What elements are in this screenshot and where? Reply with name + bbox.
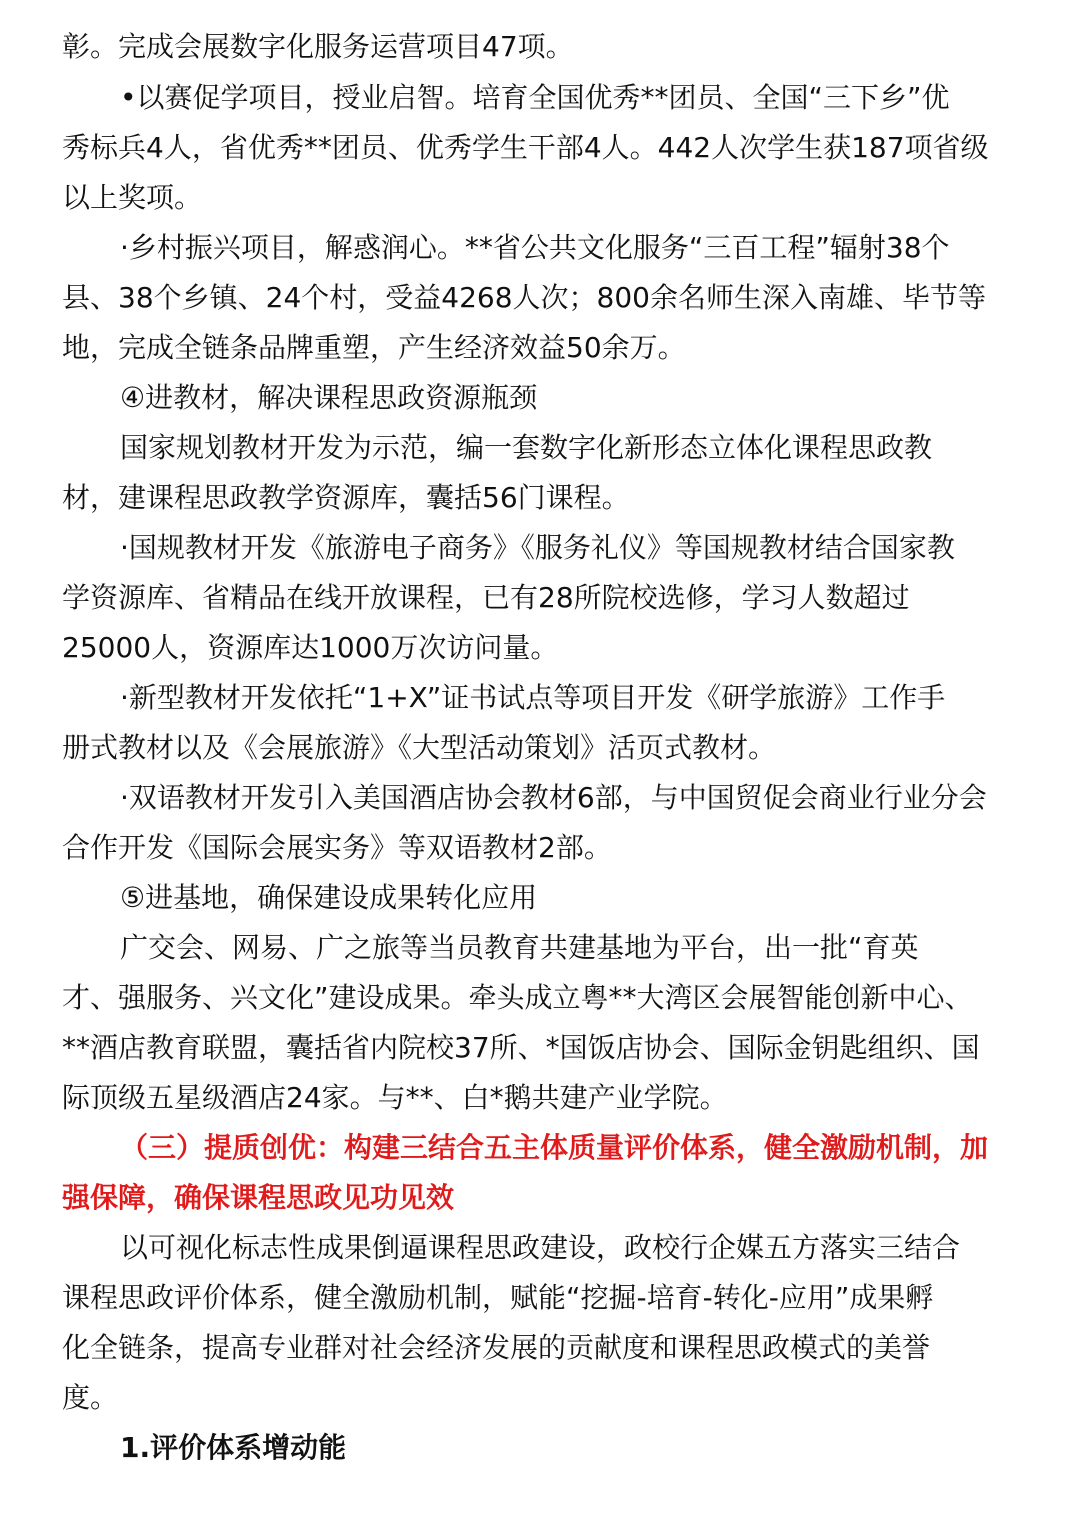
text-line: 秀标兵4人，省优秀**团员、优秀学生干部4人。442人次学生获187项省级 <box>62 131 989 164</box>
section-heading: ④进教材，解决课程思政资源瓶颈 <box>120 381 538 414</box>
text-line: 广交会、网易、广之旅等当员教育共建基地为平台，出一批“育英 <box>120 931 919 964</box>
text-line: 课程思政评价体系，健全激励机制，赋能“挖掘-培育-转化-应用”成果孵 <box>62 1281 934 1314</box>
subheading: 1.评价体系增动能 <box>120 1431 347 1464</box>
text-line: 以可视化标志性成果倒逼课程思政建设，政校行企媒五方落实三结合 <box>120 1231 961 1264</box>
text-line: 际顶级五星级酒店24家。与**、白*鹅共建产业学院。 <box>62 1081 728 1114</box>
text-line: ·乡村振兴项目，解惑润心。**省公共文化服务“三百工程”辐射38个 <box>120 231 950 264</box>
text-line: 合作开发《国际会展实务》等双语教材2部。 <box>62 831 612 864</box>
text-line: **酒店教育联盟，囊括省内院校37所、*国饭店协会、国际金钥匙组织、国 <box>62 1031 980 1064</box>
text-line: 地，完成全链条品牌重塑，产生经济效益50余万。 <box>62 331 686 364</box>
text-line: ·双语教材开发引入美国酒店协会教材6部，与中国贸促会商业行业分会 <box>120 781 987 814</box>
text-line: 县、38个乡镇、24个村，受益4268人次；800余名师生深入南雄、毕节等 <box>62 281 986 314</box>
text-line: 以上奖项。 <box>62 181 203 214</box>
red-heading: （三）提质创优：构建三结合五主体质量评价体系，健全激励机制，加 <box>120 1131 989 1164</box>
text-line: 才、强服务、兴文化”建设成果。牵头成立粤**大湾区会展智能创新中心、 <box>62 981 973 1014</box>
text-line: 学资源库、省精品在线开放课程，已有28所院校选修，学习人数超过 <box>62 581 910 614</box>
section-heading: ⑤进基地，确保建设成果转化应用 <box>120 881 538 914</box>
text-line: 国家规划教材开发为示范，编一套数字化新形态立体化课程思政教 <box>120 431 933 464</box>
text-line: •以赛促学项目，授业启智。培育全国优秀**团员、全国“三下乡”优 <box>120 81 950 114</box>
text-line: 度。 <box>62 1381 119 1414</box>
red-heading: 强保障，确保课程思政见功见效 <box>62 1181 455 1214</box>
text-line: 册式教材以及《会展旅游》《大型活动策划》活页式教材。 <box>62 731 777 764</box>
text-line: 材，建课程思政教学资源库，囊括56门课程。 <box>62 481 630 514</box>
text-line: 彰。完成会展数字化服务运营项目47项。 <box>62 30 574 63</box>
text-line: ·国规教材开发《旅游电子商务》《服务礼仪》等国规教材结合国家教 <box>120 531 955 564</box>
text-line: 化全链条，提高专业群对社会经济发展的贡献度和课程思政模式的美誉 <box>62 1331 931 1364</box>
text-line: ·新型教材开发依托“1+X”证书试点等项目开发《研学旅游》工作手 <box>120 681 946 714</box>
text-line: 25000人，资源库达1000万次访问量。 <box>62 631 559 664</box>
